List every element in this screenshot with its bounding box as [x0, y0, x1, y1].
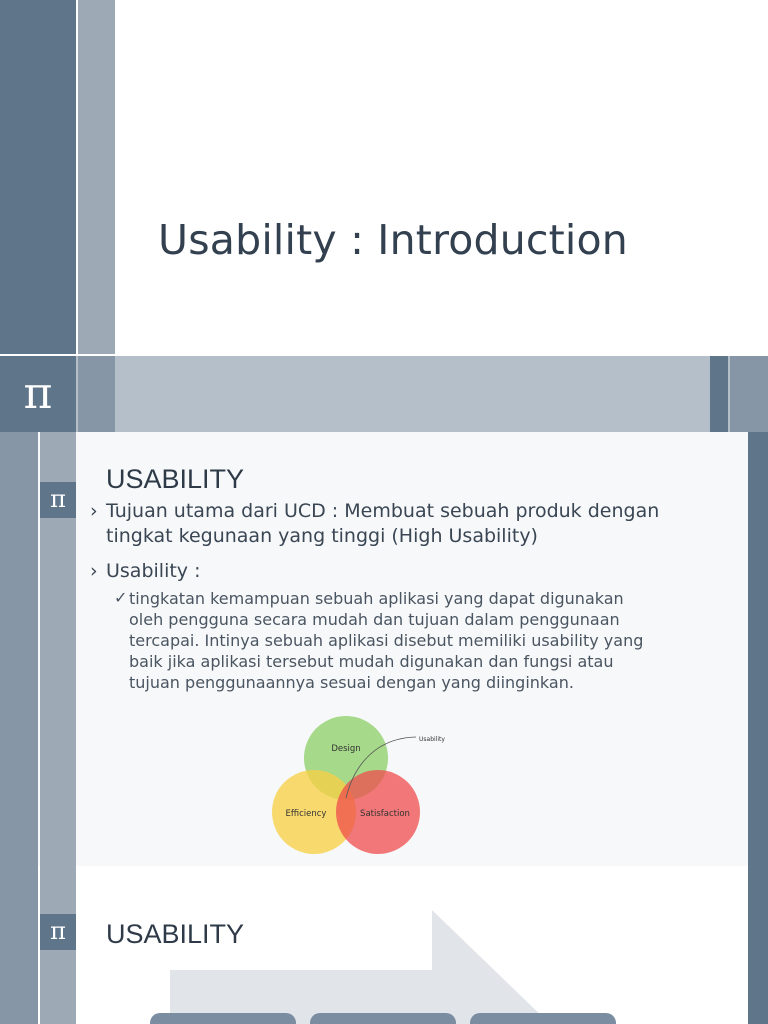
process-box [150, 1013, 296, 1024]
sub-bullet-text: tercapai. Intinya sebuah aplikasi disebut memiliki usability yang [129, 631, 644, 650]
pi-icon: π [40, 482, 76, 518]
decor-bar [748, 866, 768, 1024]
decor-bar [0, 866, 38, 1024]
decor-bar [0, 432, 38, 866]
slide-heading: USABILITY [106, 919, 245, 949]
venn-diagram [266, 710, 456, 860]
decor-bar [0, 0, 76, 354]
venn-label-efficiency: Efficiency [285, 809, 327, 819]
sub-bullet-text: oleh pengguna secara mudah dan tujuan dalam penggunaan [129, 610, 620, 629]
sub-bullet-text: tingkatan kemampuan sebuah aplikasi yang dapat digunakan [129, 589, 624, 608]
sub-bullet-text: baik jika aplikasi tersebut mudah digunakan dan fungsi atau [129, 652, 614, 671]
slide-title: Usability : Introduction [158, 216, 628, 264]
bullet-marker: › [90, 560, 98, 582]
bullet-text: Tujuan utama dari UCD : Membuat sebuah produk dengan [106, 500, 660, 522]
process-box [470, 1013, 616, 1024]
bullet-text: tingkat kegunaan yang tinggi (High Usability) [106, 525, 538, 547]
venn-label-design: Design [331, 744, 361, 754]
decor-bar [78, 0, 115, 354]
decor-bar [78, 356, 115, 432]
process-box [310, 1013, 456, 1024]
slide-heading: USABILITY [106, 464, 245, 494]
check-icon: ✓ [114, 588, 128, 607]
sub-bullet-text: tujuan penggunaannya sesuai dengan yang diinginkan. [129, 673, 574, 692]
bullet-text: Usability : [106, 560, 201, 582]
decor-bar [748, 432, 768, 866]
title-slide [0, 0, 768, 354]
decor-bar [730, 356, 768, 432]
pi-icon: π [40, 914, 76, 950]
pi-logo-icon: π [0, 356, 76, 432]
decor-bar [710, 356, 728, 432]
venn-label-usability: Usability [419, 736, 445, 743]
venn-label-satisfaction: Satisfaction [360, 809, 410, 819]
decor-band [0, 356, 768, 432]
bullet-marker: › [90, 500, 98, 522]
